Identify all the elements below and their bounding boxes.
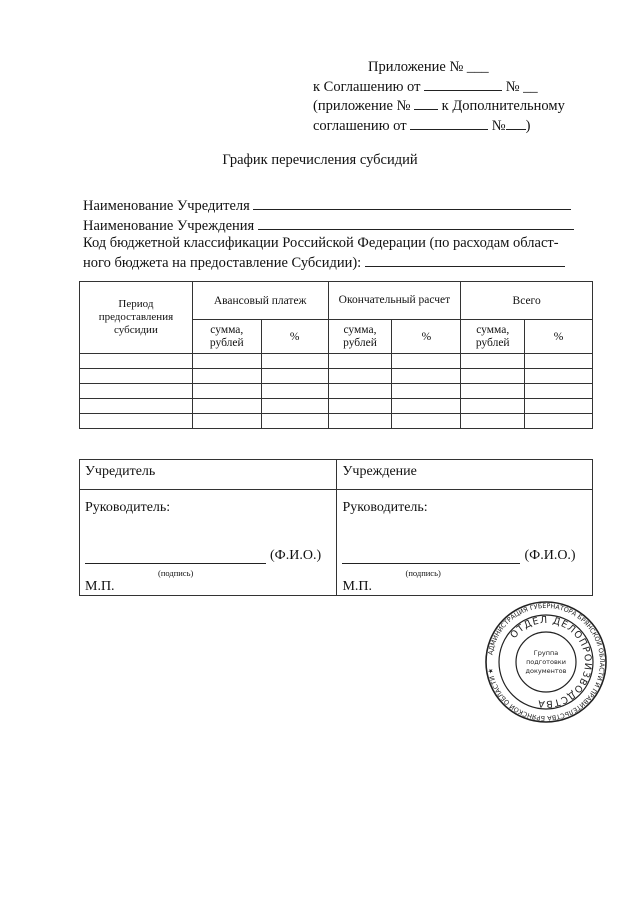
institution-signature-block <box>337 490 593 596</box>
founder-sign-caption: (подпись) <box>158 568 194 578</box>
table-row <box>80 384 593 399</box>
advance-sum-header: сумма, рублей <box>192 320 261 354</box>
founder-signature-block <box>80 490 337 596</box>
founder-sign-line <box>85 550 266 564</box>
stamp-center-3: документов <box>525 667 567 675</box>
agreement-date-blank <box>424 77 502 91</box>
founder-head-label: Руководитель: <box>85 500 171 515</box>
founder-stamp-place: М.П. <box>85 579 115 594</box>
stamp-inner-text: ОТДЕЛ ДЕЛОПРОИЗВОДСТВА <box>508 614 594 710</box>
institution-sign-line <box>342 550 520 564</box>
institution-head-label: Руководитель: <box>342 500 428 515</box>
institution-fio: (Ф.И.О.) <box>524 548 576 563</box>
supplementary-number-label: № <box>491 117 506 134</box>
advance-percent-header: % <box>261 320 328 354</box>
founder-title: Учредитель <box>85 464 156 479</box>
budget-code-label: Код бюджетной классификации Российской Федерации (по расходам област- <box>83 235 559 251</box>
agreement-number: № __ <box>505 78 538 95</box>
table-row <box>80 399 593 414</box>
document-title: График перечисления субсидий <box>222 152 418 168</box>
appendix-number-blank <box>414 96 438 110</box>
institution-label: Наименование Учреждения <box>83 217 255 234</box>
info-fields <box>83 196 593 272</box>
budget-code-label-cont: ного бюджета на предоставление Субсидии): <box>83 254 362 271</box>
total-header: Всего <box>461 282 593 320</box>
final-header: Окончательный расчет <box>328 282 461 320</box>
appendix-header: Приложение № ___ к Соглашению от № __ (приложение № к Дополнительному соглашению от № ) <box>313 59 565 134</box>
final-percent-header: % <box>392 320 461 354</box>
institution-field <box>258 216 574 230</box>
total-percent-header: % <box>525 320 593 354</box>
institution-stamp-place: М.П. <box>342 579 373 594</box>
total-sum-header: сумма, рублей <box>461 320 525 354</box>
stamp-center-2: подготовки <box>526 658 566 666</box>
table-row <box>80 354 593 369</box>
supplementary-date-blank <box>410 116 488 130</box>
table-row <box>80 369 593 384</box>
supplementary-agreement: соглашению от <box>313 117 407 134</box>
agreement-ref: к Соглашению от <box>313 78 421 95</box>
schedule-table <box>79 281 593 429</box>
institution-title: Учреждение <box>342 464 417 479</box>
table-row <box>80 414 593 429</box>
founder-fio: (Ф.И.О.) <box>270 548 322 563</box>
signatures-table <box>79 459 593 596</box>
supplementary-ref: к Дополнительному <box>441 98 565 114</box>
budget-code-field <box>365 253 565 267</box>
advance-header: Авансовый платеж <box>192 282 328 320</box>
appendix-ref: (приложение № <box>313 98 411 114</box>
institution-sign-caption: (подпись) <box>405 568 441 578</box>
founder-field <box>253 196 571 210</box>
stamp-center-1: Группа <box>533 649 559 657</box>
final-sum-header: сумма, рублей <box>328 320 392 354</box>
founder-label: Наименование Учредителя <box>83 198 250 214</box>
period-header: Период предоставления субсидии <box>80 282 193 354</box>
appendix-number: Приложение № ___ <box>368 59 489 75</box>
department-stamp <box>484 600 608 724</box>
stamp-ring-text: АДМИНИСТРАЦИЯ ГУБЕРНАТОРА БРЯНСКОЙ ОБЛАСТИ И ПРАВИТЕЛЬСТВА БРЯНСКОЙ ОБЛАСТИ ★ <box>486 601 607 723</box>
supplementary-number-blank <box>506 116 526 130</box>
